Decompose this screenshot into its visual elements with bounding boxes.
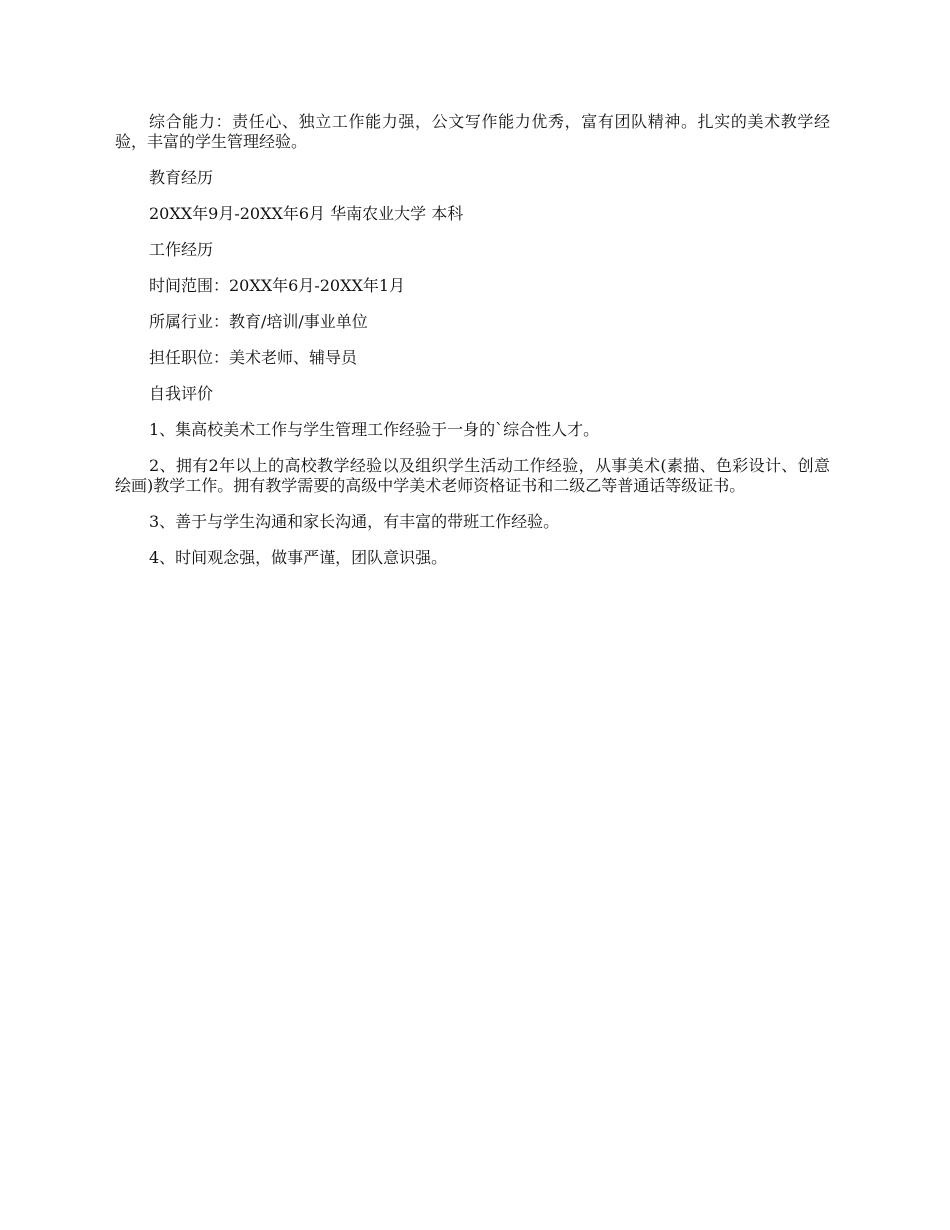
ability-summary: 综合能力：责任心、独立工作能力强，公文写作能力优秀，富有团队精神。扎实的美术教学经验，丰富的学生管理经验。	[115, 112, 830, 151]
self-evaluation-item-4: 4、时间观念强，做事严谨，团队意识强。	[149, 548, 448, 567]
education-entry: 20XX年9月-20XX年6月 华南农业大学 本科	[149, 204, 464, 223]
education-heading: 教育经历	[149, 168, 214, 187]
self-evaluation-heading: 自我评价	[149, 384, 214, 403]
work-position: 担任职位：美术老师、辅导员	[149, 348, 358, 367]
self-evaluation-item-2: 2、拥有2年以上的高校教学经验以及组织学生活动工作经验，从事美术(素描、色彩设计、创意绘画)教学工作。拥有教学需要的高级中学美术老师资格证书和二级乙等普通话等级证书。	[115, 456, 830, 495]
work-industry: 所属行业：教育/培训/事业单位	[149, 312, 368, 331]
work-heading: 工作经历	[149, 240, 214, 259]
document-body	[115, 112, 830, 584]
self-evaluation-item-3: 3、善于与学生沟通和家长沟通，有丰富的带班工作经验。	[149, 512, 560, 531]
work-time-range: 时间范围：20XX年6月-20XX年1月	[149, 276, 406, 295]
self-evaluation-item-1: 1、集高校美术工作与学生管理工作经验于一身的`综合性人才。	[149, 420, 600, 439]
